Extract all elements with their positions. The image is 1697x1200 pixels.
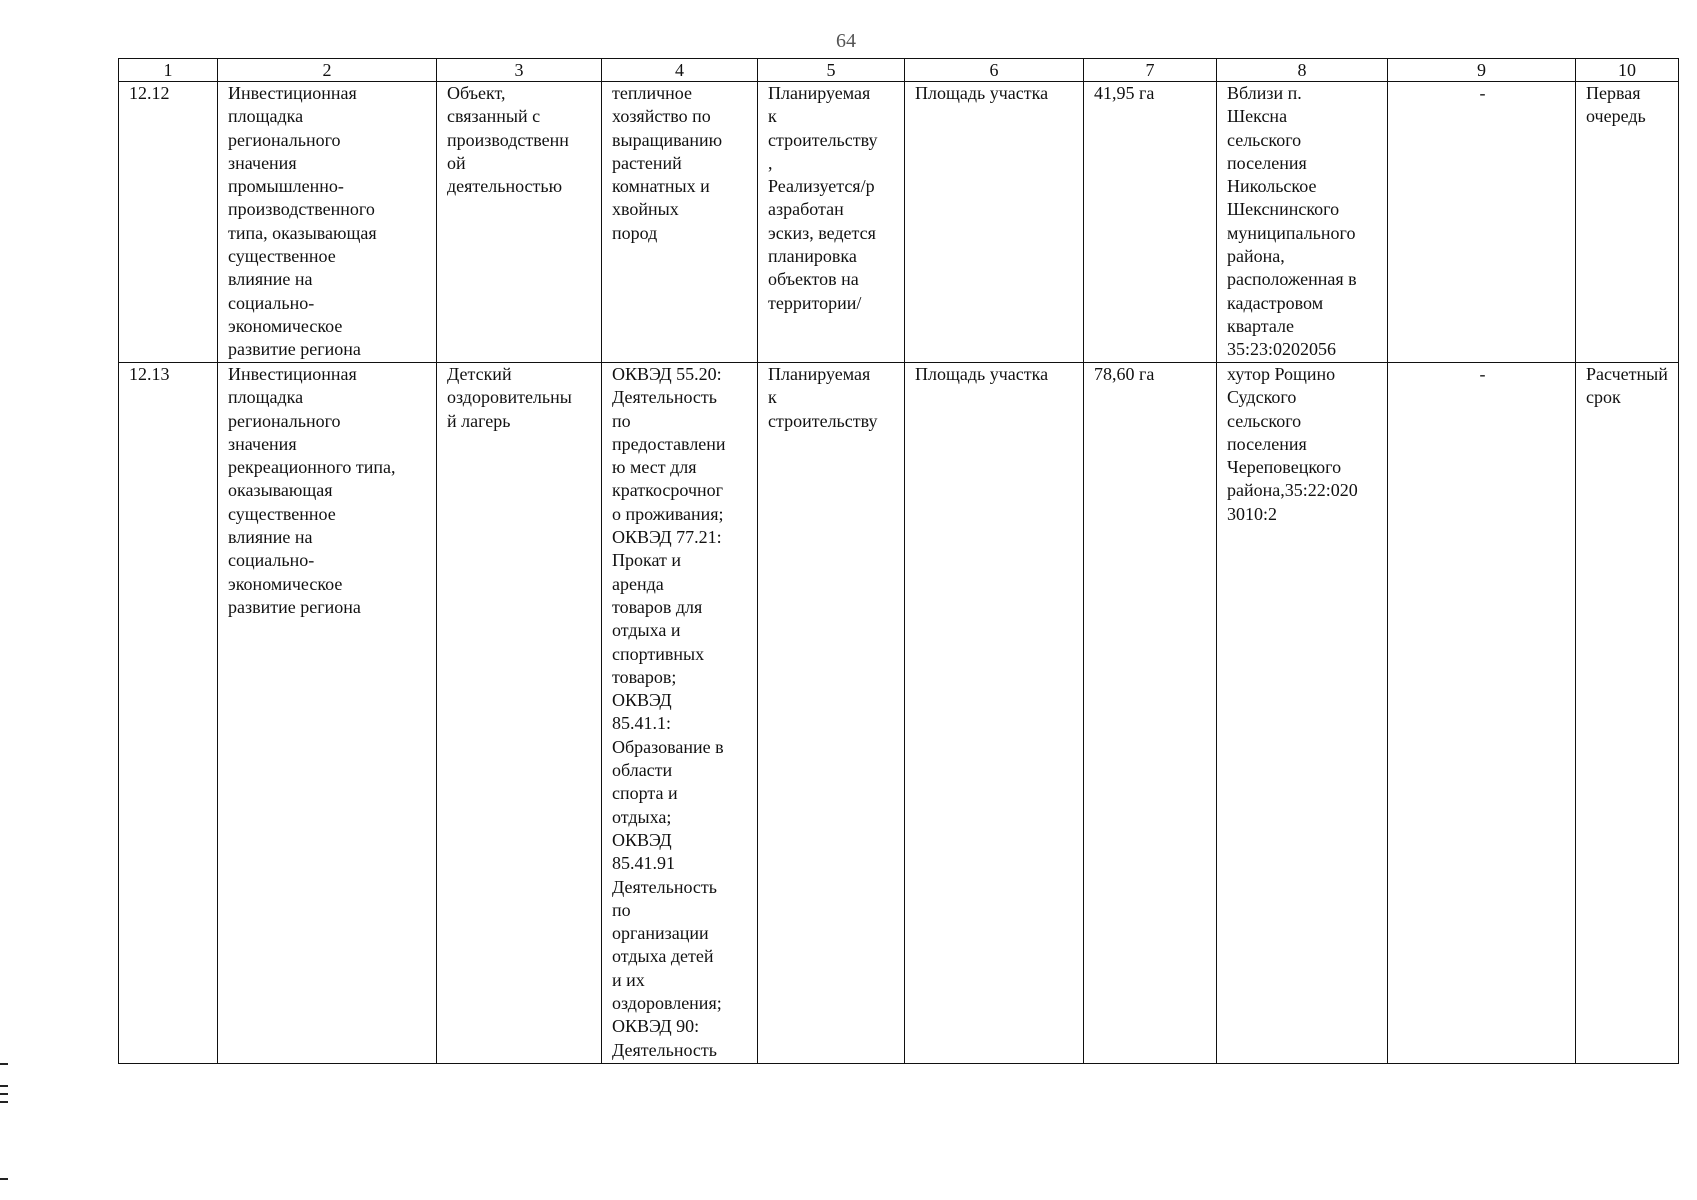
- col9-cell: -: [1388, 82, 1576, 363]
- location-cell: Вблизи п. Шексна сельского поселения Никольское Шекснинского муниципального района, расположенная в кадастровом квартале 35:23:0202056: [1217, 82, 1388, 363]
- object-cell: Детский оздоровительны й лагерь: [437, 363, 602, 1064]
- column-header: 4: [602, 59, 758, 82]
- margin-mark: [0, 1178, 8, 1180]
- stage-cell: Расчетный срок: [1576, 363, 1679, 1064]
- column-header: 8: [1217, 59, 1388, 82]
- column-header: 6: [905, 59, 1084, 82]
- column-header: 7: [1084, 59, 1217, 82]
- location-cell: хутор Рощино Судского сельского поселения Череповецкого района,35:22:020 3010:2: [1217, 363, 1388, 1064]
- description-cell: Инвестиционная площадка регионального значения промышленно- производственного типа, оказывающая существенное влияние на социально- экономическое развитие региона: [218, 82, 437, 363]
- purpose-cell: тепличное хозяйство по выращиванию растений комнатных и хвойных пород: [602, 82, 758, 363]
- purpose-cell: ОКВЭД 55.20: Деятельность по предоставлени ю мест для краткосрочног о проживания; ОКВЭД 77.21: Прокат и аренда товаров для отдыха и спортивных товаров; ОКВЭД 85.41.1: Образование в области спорта и отдыха; ОКВЭД 85.41.91 Деятельность по организации отдыха детей и их оздоровления; ОКВЭД 90: Деятельность: [602, 363, 758, 1064]
- value-cell: 78,60 га: [1084, 363, 1217, 1064]
- column-header: 2: [218, 59, 437, 82]
- row-id-cell: 12.12: [119, 82, 218, 363]
- margin-mark: [0, 1063, 8, 1065]
- column-header: 5: [758, 59, 905, 82]
- col9-cell: -: [1388, 363, 1576, 1064]
- table-row: [119, 82, 1679, 363]
- margin-mark: [0, 1101, 8, 1103]
- status-cell: Планируемая к строительству , Реализуется/р азработан эскиз, ведется планировка объектов на территории/: [758, 82, 905, 363]
- margin-mark: [0, 1085, 8, 1087]
- column-header: 10: [1576, 59, 1679, 82]
- table-header-row: [119, 59, 1679, 82]
- characteristic-cell: Площадь участка: [905, 363, 1084, 1064]
- description-cell: Инвестиционная площадка регионального значения рекреационного типа, оказывающая существенное влияние на социально- экономическое развитие региона: [218, 363, 437, 1064]
- column-header: 1: [119, 59, 218, 82]
- column-header: 3: [437, 59, 602, 82]
- status-cell: Планируемая к строительству: [758, 363, 905, 1064]
- value-cell: 41,95 га: [1084, 82, 1217, 363]
- planning-table: [118, 58, 1679, 1064]
- characteristic-cell: Площадь участка: [905, 82, 1084, 363]
- table-row: [119, 363, 1679, 1064]
- stage-cell: Первая очередь: [1576, 82, 1679, 363]
- column-header: 9: [1388, 59, 1576, 82]
- margin-mark: [0, 1093, 8, 1095]
- row-id-cell: 12.13: [119, 363, 218, 1064]
- page-number: 64: [836, 30, 856, 52]
- object-cell: Объект, связанный с производственн ой деятельностью: [437, 82, 602, 363]
